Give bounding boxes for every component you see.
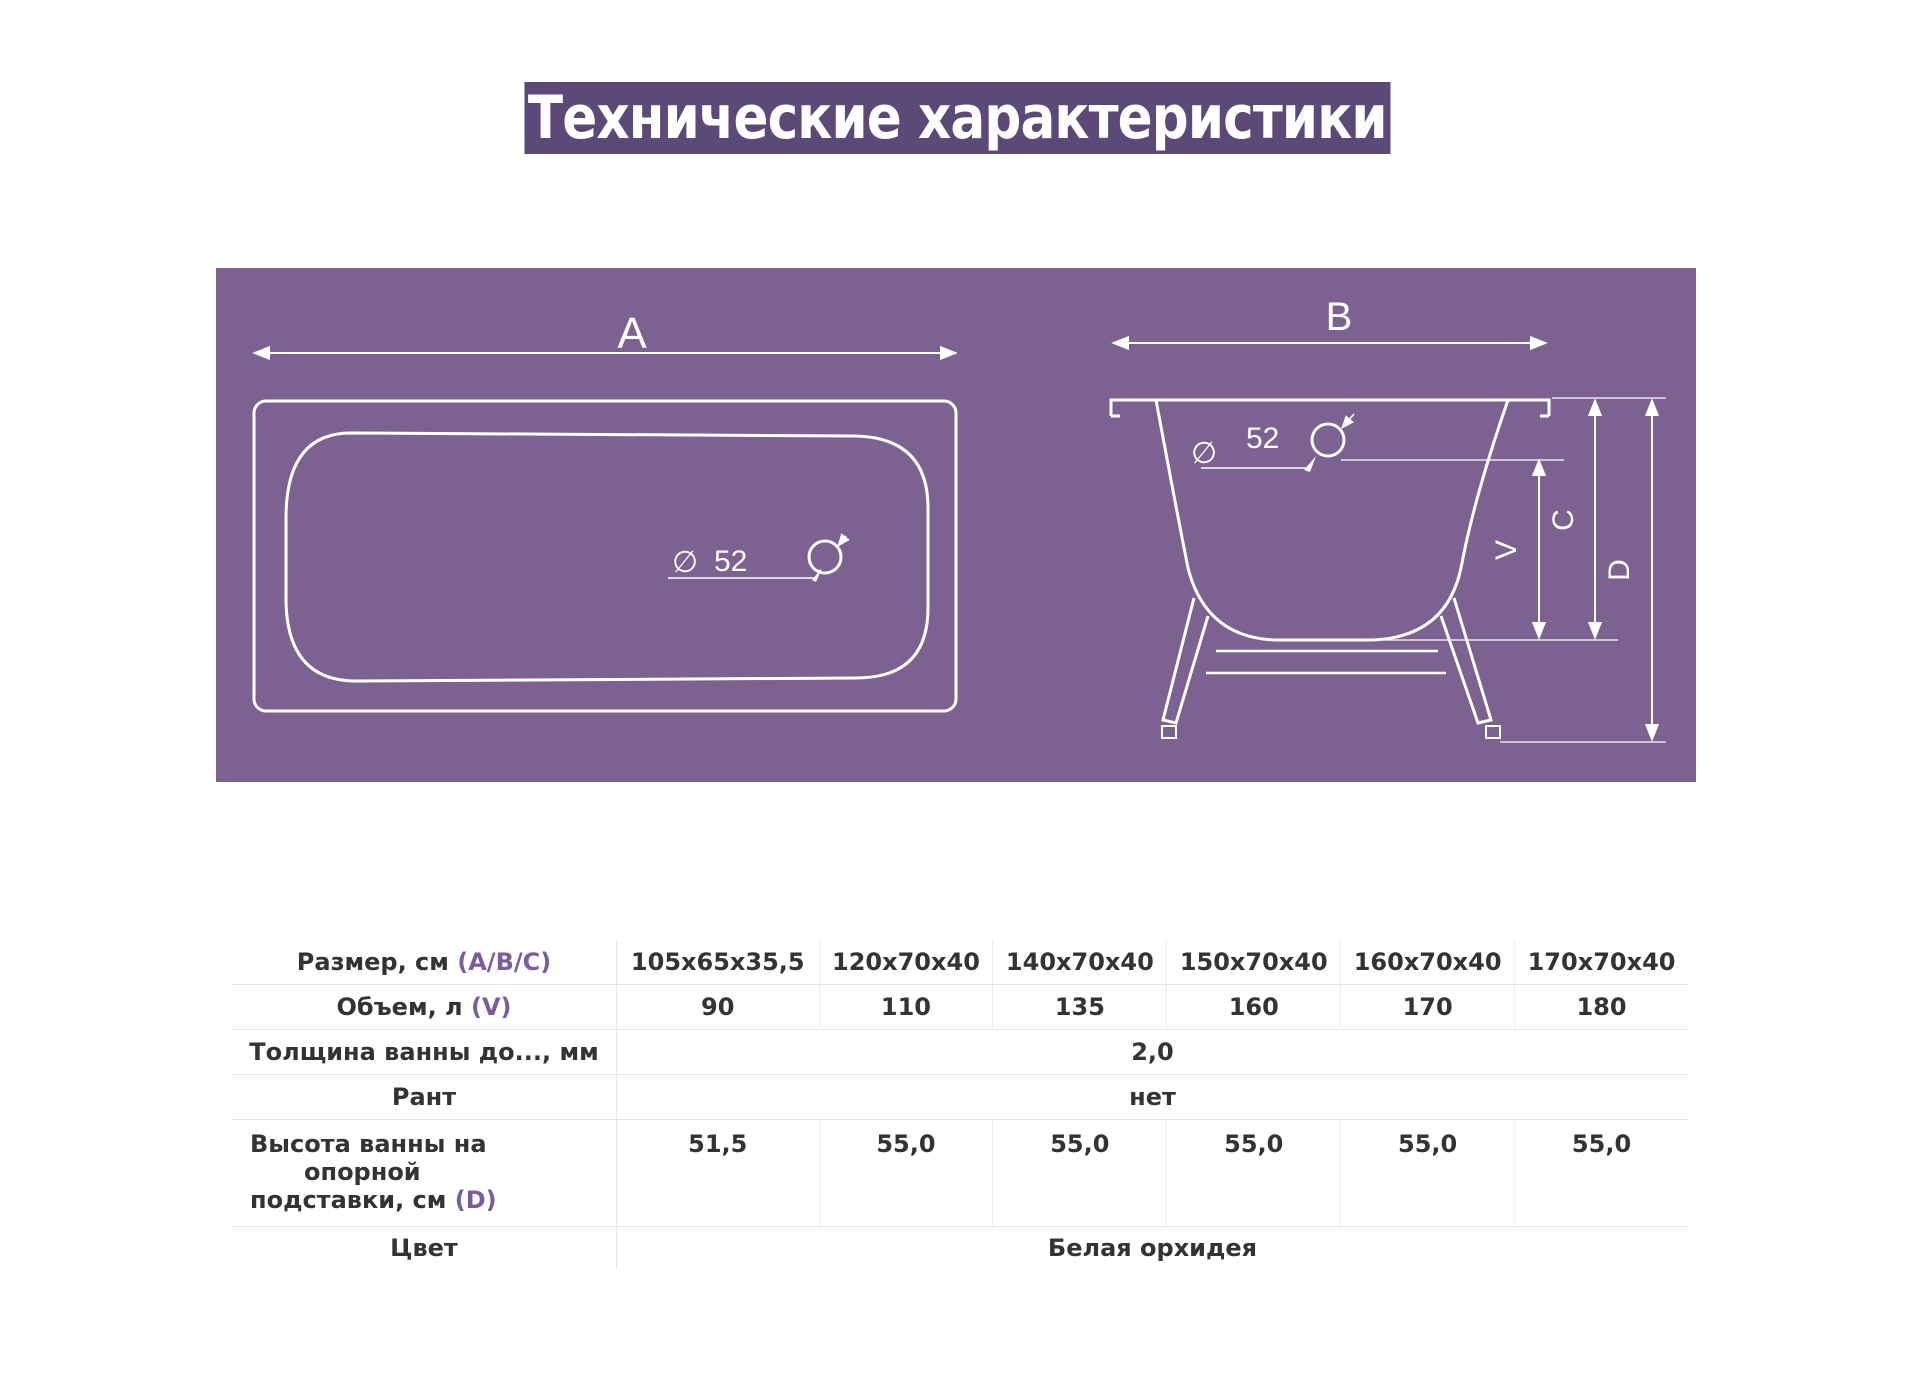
height-cell: 55,0 — [1515, 1120, 1688, 1227]
volume-cell: 180 — [1515, 985, 1688, 1030]
size-cell: 105x65x35,5 — [617, 940, 820, 985]
side-view — [1111, 343, 1666, 742]
volume-cell: 135 — [993, 985, 1167, 1030]
size-cell: 160x70x40 — [1341, 940, 1515, 985]
dimension-v-label: V — [1490, 539, 1523, 561]
drain-hole-side — [1312, 424, 1344, 456]
table-row-height — [232, 1120, 1688, 1227]
size-label-accent: (A/B/C) — [457, 948, 552, 976]
drain-symbol-side: ∅ — [1191, 437, 1218, 470]
tub-inner-basin — [286, 433, 928, 681]
thickness-label: Толщина ванны до..., мм — [232, 1030, 617, 1075]
size-label-cell — [232, 940, 617, 985]
table-row-color — [232, 1227, 1688, 1270]
drain-hole-top — [809, 541, 841, 573]
top-view — [254, 353, 956, 711]
color-value: Белая орхидея — [1047, 1234, 1258, 1262]
page-title: Технические характеристики — [524, 82, 1390, 154]
height-label-line1: Высота ванны на — [250, 1130, 487, 1158]
size-cell: 120x70x40 — [819, 940, 993, 985]
dimension-b-label: B — [1325, 295, 1353, 339]
bathtub-diagram — [216, 268, 1696, 782]
size-label: Размер, см — [296, 948, 458, 976]
dimension-c-label: C — [1547, 509, 1580, 531]
specs-table — [232, 940, 1688, 1269]
rim-value: нет — [617, 1075, 1689, 1120]
foot-left — [1162, 726, 1176, 738]
height-cell: 55,0 — [1341, 1120, 1515, 1227]
height-label-line3-wrap — [250, 1186, 612, 1214]
volume-label-accent: (V) — [470, 993, 512, 1021]
drain-symbol-top: ∅ — [672, 546, 699, 579]
height-label-accent: (D) — [454, 1186, 497, 1214]
thickness-value: 2,0 — [617, 1030, 1689, 1075]
side-rim — [1111, 400, 1549, 416]
dimension-a-label: A — [617, 309, 647, 358]
table-row-size — [232, 940, 1688, 985]
diagram-svg — [216, 268, 1696, 782]
table-row-volume — [232, 985, 1688, 1030]
tub-outer-rim — [254, 401, 956, 711]
height-cell: 55,0 — [1167, 1120, 1341, 1227]
volume-label: Объем, л — [336, 993, 471, 1021]
height-cell: 55,0 — [993, 1120, 1167, 1227]
volume-cell: 90 — [617, 985, 820, 1030]
volume-cell: 170 — [1341, 985, 1515, 1030]
size-cell: 170x70x40 — [1515, 940, 1688, 985]
height-label-line2: опорной — [304, 1158, 421, 1186]
size-cell: 140x70x40 — [993, 940, 1167, 985]
height-cell: 55,0 — [819, 1120, 993, 1227]
table-row-thickness — [232, 1030, 1688, 1075]
table-row-rim — [232, 1075, 1688, 1120]
drain-size-top: 52 — [714, 545, 748, 578]
height-cell: 51,5 — [617, 1120, 820, 1227]
side-leg-left — [1163, 598, 1208, 723]
foot-right — [1486, 726, 1500, 738]
height-label-line3: подставки, см — [250, 1186, 455, 1214]
side-leg-right — [1441, 598, 1491, 723]
size-cell: 150x70x40 — [1167, 940, 1341, 985]
color-label: Цвет — [232, 1227, 617, 1270]
dimension-d-label: D — [1603, 559, 1636, 581]
volume-label-cell — [232, 985, 617, 1030]
height-label-cell — [232, 1120, 617, 1227]
rim-label: Рант — [232, 1075, 617, 1120]
drain-size-side: 52 — [1246, 422, 1280, 455]
title-wrapper — [0, 82, 1914, 154]
volume-cell: 110 — [819, 985, 993, 1030]
volume-cell: 160 — [1167, 985, 1341, 1030]
